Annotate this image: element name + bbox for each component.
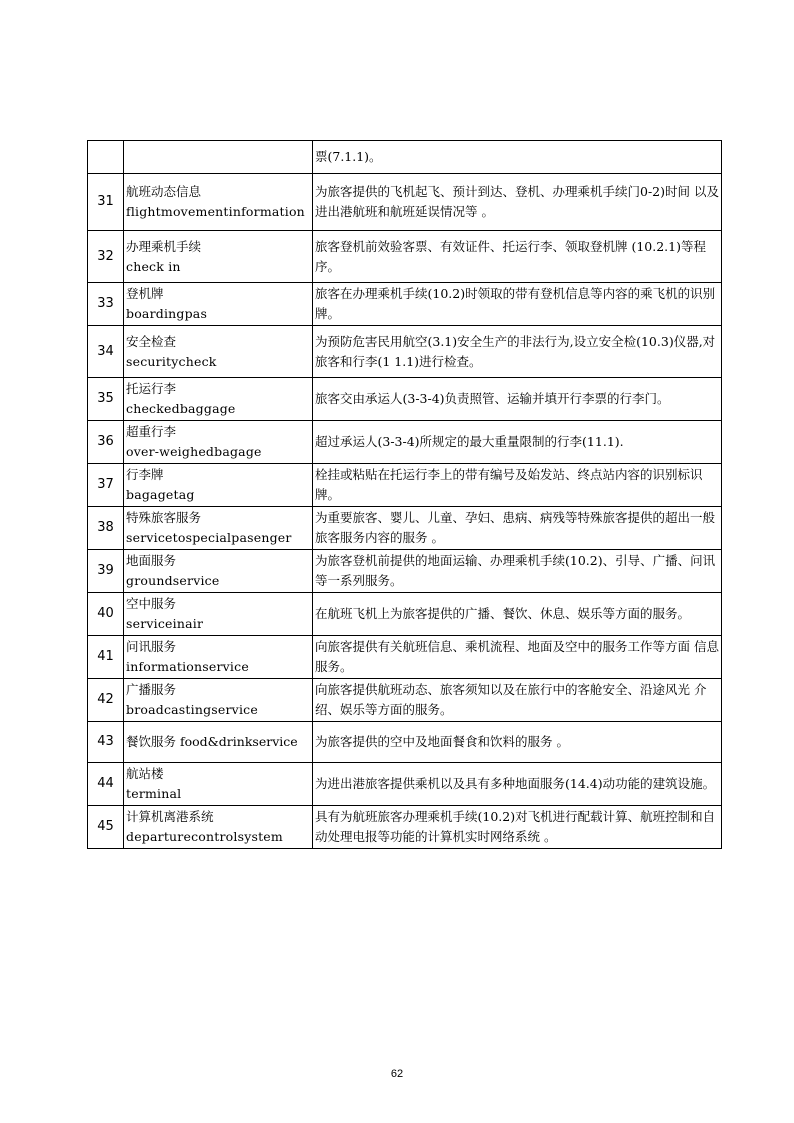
term-cell (124, 464, 313, 507)
table-row (88, 421, 722, 464)
table-row (88, 806, 722, 849)
row-number: 33 (88, 283, 124, 326)
term-cell (124, 421, 313, 464)
term-cell (124, 326, 313, 378)
term-chinese: 行李牌 (126, 467, 164, 482)
definition-cell: 旅客登机前效验客票、有效证件、托运行李、领取登机牌 (10.2.1)等程序。 (313, 231, 722, 283)
table-row (88, 231, 722, 283)
term-chinese: 问讯服务 (126, 639, 177, 654)
table-row (88, 722, 722, 763)
term-english: bagagetag (126, 487, 195, 502)
row-number: 42 (88, 679, 124, 722)
definition-cell: 为预防危害民用航空(3.1)安全生产的非法行为,设立安全检(10.3)仪器,对旅客和行李(1 1.1)进行检查。 (313, 326, 722, 378)
term-cell (124, 806, 313, 849)
row-number: 39 (88, 550, 124, 593)
definition-cell: 旅客交由承运人(3-3-4)负责照管、运输并填开行李票的行李门。 (313, 378, 722, 421)
definition-cell: 超过承运人(3-3-4)所规定的最大重量限制的行李(11.1). (313, 421, 722, 464)
term-chinese: 托运行李 (126, 381, 177, 396)
definition-cell: 为旅客提供的飞机起飞、预计到达、登机、办理乘机手续门0-2)时间 以及进出港航班和航班延误情况等 。 (313, 174, 722, 231)
table-row (88, 174, 722, 231)
term-chinese: 航班动态信息 (126, 184, 202, 199)
term-english: checkedbaggage (126, 401, 236, 416)
term-cell (124, 763, 313, 806)
table-row (88, 507, 722, 550)
term-english: departurecontrolsystem (126, 829, 283, 844)
row-number: 41 (88, 636, 124, 679)
definition-cell: 旅客在办理乘机手续(10.2)时领取的带有登机信息等内容的乘飞机的识别牌。 (313, 283, 722, 326)
row-number: 40 (88, 593, 124, 636)
term-english: food&drinkservice (180, 734, 298, 749)
term-english: informationservice (126, 659, 249, 674)
term-chinese: 航站楼 (126, 766, 164, 781)
term-cell (124, 636, 313, 679)
definition-cell: 为重要旅客、婴儿、儿童、孕妇、患病、病残等特殊旅客提供的超出一般旅客服务内容的服务 。 (313, 507, 722, 550)
row-number: 45 (88, 806, 124, 849)
term-chinese: 餐饮服务 (126, 734, 177, 749)
row-number (88, 141, 124, 174)
term-cell (124, 174, 313, 231)
row-number: 32 (88, 231, 124, 283)
term-english: boardingpas (126, 306, 208, 321)
table-row (88, 763, 722, 806)
page-number: 62 (390, 1068, 404, 1080)
definition-cell: 向旅客提供有关航班信息、乘机流程、地面及空中的服务工作等方面 信息服务。 (313, 636, 722, 679)
term-english: terminal (126, 786, 182, 801)
row-number: 34 (88, 326, 124, 378)
term-english: broadcastingservice (126, 702, 258, 717)
term-english: serviceinair (126, 616, 204, 631)
table-row (88, 593, 722, 636)
term-cell (124, 283, 313, 326)
table-row (88, 679, 722, 722)
term-english: securitycheck (126, 353, 217, 369)
definition-cell: 在航班飞机上为旅客提供的广播、餐饮、休息、娱乐等方面的服务。 (313, 593, 722, 636)
table-row (88, 326, 722, 378)
term-cell (124, 141, 313, 174)
definition-cell: 为旅客登机前提供的地面运输、办理乘机手续(10.2)、引导、广播、问讯等一系列服务。 (313, 550, 722, 593)
definition-cell: 向旅客提供航班动态、旅客须知以及在旅行中的客舱安全、沿途风光 介绍、娱乐等方面的服务。 (313, 679, 722, 722)
term-chinese: 登机牌 (126, 286, 164, 301)
definition-cell: 为进出港旅客提供乘机以及具有多种地面服务(14.4)动功能的建筑设施。 (313, 763, 722, 806)
term-chinese: 安全检查 (126, 333, 177, 349)
term-chinese: 广播服务 (126, 682, 177, 697)
term-chinese: 地面服务 (126, 553, 177, 568)
term-english: over-weighedbagage (126, 444, 262, 459)
table-row (88, 636, 722, 679)
table-row (88, 141, 722, 174)
definition-cell: 具有为航班旅客办理乘机手续(10.2)对飞机进行配载计算、航班控制和自动处理电报等功能的计算机实时网络系统 。 (313, 806, 722, 849)
term-chinese: 超重行李 (126, 424, 177, 439)
term-english: flightmovementinformation (126, 204, 305, 219)
term-cell (124, 507, 313, 550)
term-chinese: 特殊旅客服务 (126, 510, 202, 525)
row-number: 31 (88, 174, 124, 231)
term-english: servicetospecialpasenger (126, 530, 292, 545)
row-number: 38 (88, 507, 124, 550)
term-english: check in (126, 258, 181, 274)
row-number: 43 (88, 722, 124, 763)
row-number: 37 (88, 464, 124, 507)
term-cell (124, 679, 313, 722)
term-chinese: 计算机离港系统 (126, 809, 214, 824)
term-cell (124, 550, 313, 593)
term-cell (124, 231, 313, 283)
table-row (88, 464, 722, 507)
table-row (88, 378, 722, 421)
table-row (88, 550, 722, 593)
definition-cell: 为旅客提供的空中及地面餐食和饮料的服务 。 (313, 722, 722, 763)
term-chinese: 办理乘机手续 (126, 238, 202, 254)
glossary-table (87, 140, 722, 849)
term-cell (124, 378, 313, 421)
row-number: 44 (88, 763, 124, 806)
term-english: groundservice (126, 573, 220, 588)
row-number: 35 (88, 378, 124, 421)
term-cell (124, 593, 313, 636)
table-row (88, 283, 722, 326)
definition-cell: 票(7.1.1)。 (313, 141, 722, 174)
row-number: 36 (88, 421, 124, 464)
definition-cell: 栓挂或粘贴在托运行李上的带有编号及始发站、终点站内容的识别标识牌。 (313, 464, 722, 507)
term-chinese: 空中服务 (126, 596, 177, 611)
term-cell (124, 722, 313, 763)
